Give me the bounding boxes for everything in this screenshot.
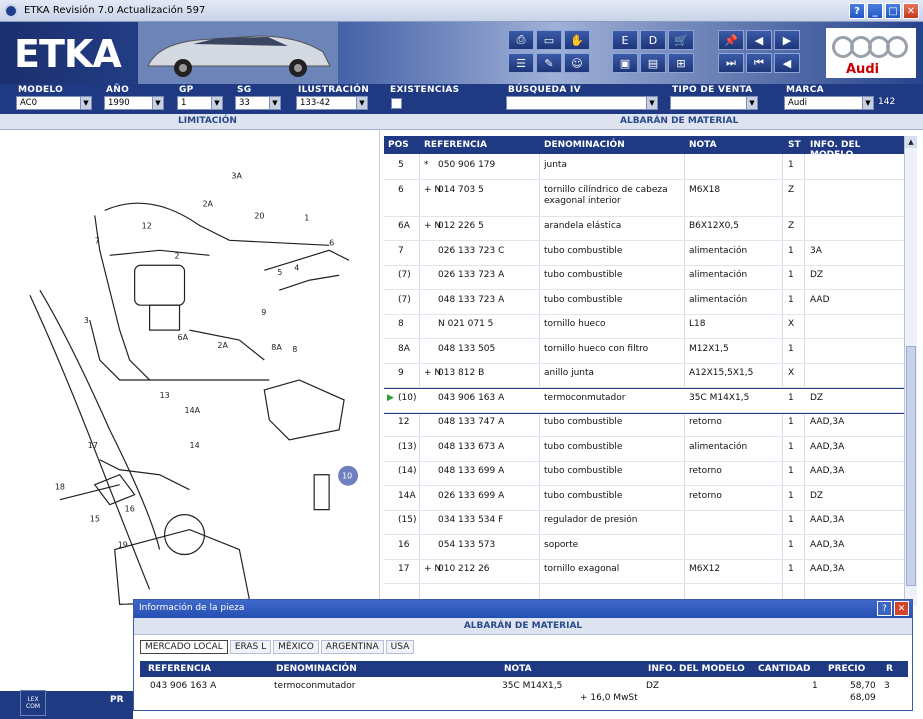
table-row[interactable] (384, 487, 904, 511)
chevron-down-icon[interactable]: ▼ (152, 97, 163, 109)
tipo-venta-label: TIPO DE VENTA (672, 85, 753, 95)
marca-select[interactable]: Audi ▼ (784, 96, 874, 110)
busqueda-label: BÚSQUEDA IV (508, 85, 581, 95)
user-icon[interactable]: ☺ (564, 53, 590, 73)
row-mark: * (424, 160, 429, 170)
row-pos: (7) (398, 270, 411, 280)
pcol-precio: PRECIO (828, 664, 866, 674)
row-info: AAD,3A (810, 441, 845, 452)
toolbar-elsa-group (612, 30, 704, 74)
lexcom-icon[interactable]: LEX COM (20, 690, 46, 716)
row-mark: + N (424, 564, 442, 574)
svg-text:5: 5 (277, 268, 283, 278)
table-row[interactable] (384, 536, 904, 560)
audi-brand-text: Audi (846, 62, 880, 77)
parts-diagram[interactable] (0, 130, 380, 610)
row-st: 1 (788, 392, 794, 403)
row-den: tornillo hueco con filtro (544, 343, 649, 354)
table-row[interactable] (384, 413, 904, 437)
row-ref: 026 133 699 A (438, 490, 505, 501)
ano-select[interactable]: 1990 ▼ (104, 96, 164, 110)
row-st: 1 (788, 564, 794, 574)
table-row[interactable] (384, 266, 904, 290)
albaran-heading: ALBARÁN DE MATERIAL (620, 116, 739, 126)
p-tax: + 16,0 MwSt (580, 693, 638, 703)
dialog-table-header (140, 661, 908, 677)
audi-ring-icon (886, 36, 908, 58)
chevron-down-icon[interactable]: ▼ (269, 97, 280, 109)
row-st: 1 (788, 160, 794, 170)
row-pos: (10) (398, 392, 417, 403)
row-ref: 013 812 B (438, 368, 485, 378)
etka-app-icon (4, 4, 18, 18)
p-nota: 35C M14X1,5 (502, 681, 563, 691)
part-info-dialog (133, 599, 913, 711)
svg-text:3: 3 (83, 316, 89, 326)
chevron-down-icon[interactable]: ▼ (646, 97, 657, 109)
sg-select[interactable]: 33 ▼ (235, 96, 281, 110)
modelo-label: MODELO (18, 85, 64, 95)
row-st: 1 (788, 294, 794, 305)
row-nota: retorno (689, 417, 722, 427)
table-row[interactable] (384, 511, 904, 535)
p-precio: 58,70 (850, 681, 876, 691)
busqueda-input[interactable] (506, 96, 658, 110)
row-den: tubo combustible (544, 245, 623, 256)
pcol-r: R (886, 664, 893, 674)
p-total: 68,09 (850, 693, 876, 703)
row-st: 1 (788, 441, 794, 452)
cart-list-icon[interactable]: ⊞ (668, 53, 694, 73)
handshake-icon[interactable]: ✋ (564, 30, 590, 50)
row-pos: 12 (398, 417, 410, 427)
row-ref: 054 133 573 (438, 539, 496, 550)
table-row[interactable] (384, 315, 904, 339)
row-nota: retorno (689, 466, 722, 476)
maximize-button[interactable]: □ (885, 3, 901, 19)
svg-text:14A: 14A (184, 405, 201, 415)
audi-logo (826, 28, 916, 78)
col-referencia[interactable]: REFERENCIA (424, 140, 487, 150)
svg-text:2: 2 (174, 251, 180, 261)
row-mark: + N (424, 184, 442, 195)
p-r: 3 (884, 681, 890, 691)
gp-label: GP (179, 85, 194, 95)
svg-text:8A: 8A (271, 343, 282, 353)
window-icon[interactable]: ▭ (536, 30, 562, 50)
row-ref: 010 212 26 (438, 564, 490, 574)
close-button[interactable]: ✕ (903, 3, 919, 19)
chevron-down-icon[interactable]: ▼ (746, 97, 757, 109)
row-pos: 8 (398, 319, 404, 329)
svg-text:2A: 2A (202, 199, 213, 209)
row-ref: 048 133 723 A (438, 294, 505, 305)
modelo-select[interactable]: AC0 ▼ (16, 96, 92, 110)
row-st: 1 (788, 539, 794, 550)
row-info: AAD,3A (810, 466, 845, 476)
row-den: soporte (544, 539, 579, 550)
row-st: 1 (788, 245, 794, 256)
row-den: tornillo exagonal (544, 564, 620, 574)
row-st: Z (788, 184, 795, 195)
row-st: Z (788, 221, 795, 231)
svg-text:10: 10 (342, 471, 353, 481)
row-den: termoconmutador (544, 392, 626, 403)
row-info: DZ (810, 490, 824, 501)
existencias-label: EXISTENCIAS (390, 85, 460, 95)
row-den: tubo combustible (544, 441, 623, 452)
svg-text:4: 4 (294, 263, 300, 273)
row-pos: (14) (398, 466, 417, 476)
row-ref: 050 906 179 (438, 160, 496, 170)
row-pos: (15) (398, 515, 417, 525)
table-row[interactable] (384, 291, 904, 315)
window-titlebar (0, 0, 923, 22)
pcol-cantidad: CANTIDAD (758, 664, 811, 674)
p-den: termoconmutador (274, 681, 356, 691)
svg-text:6A: 6A (177, 333, 189, 343)
first-icon[interactable]: ⏮ (746, 53, 772, 73)
table-row[interactable] (384, 156, 904, 180)
scroll-thumb[interactable] (906, 346, 916, 586)
row-pos: 8A (398, 343, 410, 354)
marca-label: MARCA (786, 85, 824, 95)
tab-mercado-local[interactable]: MERCADO LOCAL (140, 640, 228, 654)
dsp-icon[interactable]: D (640, 30, 666, 50)
row-ref: 034 133 534 F (438, 515, 504, 525)
table-scrollbar[interactable] (904, 136, 917, 606)
p-info: DZ (646, 681, 660, 691)
minimize-button[interactable]: _ (867, 3, 883, 19)
row-pos: (13) (398, 441, 417, 452)
row-pos: 5 (398, 160, 404, 170)
selector-bar (0, 84, 923, 114)
row-pos: 6 (398, 184, 404, 195)
existencias-checkbox[interactable] (391, 98, 402, 109)
svg-text:16: 16 (124, 504, 135, 514)
app-header (0, 22, 923, 84)
cart-icon[interactable]: 🛒 (668, 30, 694, 50)
row-info: AAD,3A (810, 539, 845, 550)
row-ref: 048 133 747 A (438, 417, 505, 427)
tipo-venta-select[interactable] (670, 96, 758, 110)
row-nota: alimentación (689, 245, 748, 256)
row-den: tubo combustible (544, 490, 623, 501)
list-icon[interactable]: ☰ (508, 53, 534, 73)
tab-argentina[interactable]: ARGENTINA (321, 640, 384, 654)
table-row[interactable] (384, 217, 904, 241)
marca-count: 142 (878, 97, 896, 107)
tab-mexico[interactable]: MÉXICO (273, 640, 319, 654)
dialog-subtitle: ALBARÁN DE MATERIAL (134, 618, 912, 635)
svg-text:15: 15 (89, 514, 100, 524)
row-st: X (788, 368, 795, 378)
limitacion-heading: LIMITACIÓN (178, 116, 237, 126)
svg-text:6: 6 (329, 238, 335, 248)
svg-text:17: 17 (87, 440, 98, 450)
row-info: AAD (810, 294, 830, 305)
pcol-nota: NOTA (504, 664, 532, 674)
svg-text:9: 9 (261, 308, 267, 318)
section-subbar (0, 114, 923, 130)
row-info: 3A (810, 245, 822, 256)
prev-page-icon[interactable]: ◀ (746, 30, 772, 50)
row-st: 1 (788, 270, 794, 280)
col-st[interactable]: ST (788, 140, 801, 150)
row-st: 1 (788, 466, 794, 476)
row-nota: alimentación (689, 441, 748, 452)
dialog-help-button[interactable]: ? (877, 601, 892, 616)
svg-text:1: 1 (304, 213, 310, 223)
table-row[interactable] (384, 340, 904, 364)
row-info: AAD,3A (810, 417, 845, 427)
row-pos: 14A (398, 490, 416, 501)
row-nota: alimentación (689, 294, 748, 305)
svg-text:19: 19 (117, 540, 128, 550)
row-info: DZ (810, 392, 824, 403)
row-nota: L18 (689, 319, 706, 329)
ilustracion-select[interactable]: 133-42 ▼ (296, 96, 368, 110)
svg-text:20: 20 (254, 211, 265, 221)
row-pos: 17 (398, 564, 410, 574)
row-nota: retorno (689, 490, 722, 501)
row-ref: 014 703 5 (438, 184, 484, 195)
row-mark: + N (424, 368, 442, 378)
row-st: 1 (788, 343, 794, 354)
row-pos: 6A (398, 221, 410, 231)
chevron-down-icon[interactable]: ▼ (80, 97, 91, 109)
svg-text:3A: 3A (231, 171, 242, 181)
table-row[interactable] (384, 438, 904, 462)
row-ref: 048 133 505 (438, 343, 496, 354)
sg-label: SG (237, 85, 252, 95)
dialog-titlebar (134, 600, 912, 618)
edit-icon[interactable]: ✎ (536, 53, 562, 73)
last-icon[interactable]: ⏭ (718, 53, 744, 73)
row-st: 1 (788, 490, 794, 501)
row-den: regulador de presión (544, 515, 638, 525)
p-cantidad: 1 (812, 681, 818, 691)
scroll-up-icon[interactable]: ▲ (905, 136, 917, 148)
toolbar-print-group (508, 30, 598, 74)
row-pos: 16 (398, 539, 410, 550)
row-ref: 048 133 699 A (438, 466, 505, 476)
row-nota: B6X12X0,5 (689, 221, 739, 231)
chevron-down-icon[interactable]: ▼ (862, 97, 873, 109)
etka-logo: ETKA (14, 32, 121, 76)
help-button[interactable]: ? (849, 3, 865, 19)
row-ref: 043 906 163 A (438, 392, 505, 403)
row-nota: alimentación (689, 270, 748, 280)
p-ref: 043 906 163 A (150, 681, 217, 691)
row-den: tornillo cilíndrico de cabeza exagonal interior (544, 184, 668, 206)
pin-icon[interactable]: 📌 (718, 30, 744, 50)
col-nota[interactable]: NOTA (689, 140, 717, 150)
row-nota: M6X12 (689, 564, 721, 574)
ano-label: AÑO (106, 85, 130, 95)
svg-text:13: 13 (159, 390, 170, 400)
window-title: ETKA Revisión 7.0 Actualización 597 (24, 5, 206, 16)
gp-select[interactable]: 1 ▼ (177, 96, 223, 110)
svg-text:7: 7 (94, 236, 100, 246)
row-pos: (7) (398, 294, 411, 305)
row-den: tubo combustible (544, 270, 623, 280)
row-st: X (788, 319, 795, 329)
row-ref: 026 133 723 C (438, 245, 505, 256)
row-nota: A12X15,5X1,5 (689, 368, 754, 378)
print-icon[interactable]: ⎙ (508, 30, 534, 50)
docs-icon[interactable]: ▤ (640, 53, 666, 73)
row-nota: M12X1,5 (689, 343, 729, 354)
elsa-icon[interactable]: E (612, 30, 638, 50)
tab-usa[interactable]: USA (386, 640, 415, 654)
parts-table (384, 136, 904, 606)
table-row[interactable] (384, 389, 904, 413)
svg-text:2A: 2A (217, 341, 228, 351)
tab-eras-l[interactable]: ERAS L (230, 640, 271, 654)
row-den: junta (544, 160, 567, 170)
row-den: arandela elástica (544, 221, 622, 231)
col-pos[interactable]: POS (388, 140, 409, 150)
row-pos: 7 (398, 245, 404, 256)
back-icon[interactable]: ◀ (774, 53, 800, 73)
parts-table-header (384, 136, 904, 160)
row-den: tornillo hueco (544, 319, 606, 329)
row-den: tubo combustible (544, 294, 623, 305)
dialog-title: Información de la pieza (139, 603, 245, 613)
row-st: 1 (788, 515, 794, 525)
row-nota: 35C M14X1,5 (689, 392, 750, 403)
row-mark: + N (424, 221, 442, 231)
toolbar-nav-group (718, 30, 812, 74)
row-nota: M6X18 (689, 184, 721, 195)
car-image (138, 22, 338, 84)
selected-row-arrow-icon: ▶ (387, 392, 394, 403)
col-info-modelo[interactable]: INFO. DEL MODELO (810, 140, 861, 160)
row-st: 1 (788, 417, 794, 427)
next-page-icon[interactable]: ▶ (774, 30, 800, 50)
table-row[interactable] (384, 462, 904, 486)
computer-icon[interactable]: ▣ (612, 53, 638, 73)
chevron-down-icon[interactable]: ▼ (211, 97, 222, 109)
row-den: anillo junta (544, 368, 595, 378)
row-pos: 9 (398, 368, 404, 378)
pcol-denominacion: DENOMINACIÓN (276, 664, 357, 674)
row-info: DZ (810, 270, 824, 280)
row-den: tubo combustible (544, 417, 623, 427)
pcol-referencia: REFERENCIA (148, 664, 211, 674)
row-info: AAD,3A (810, 515, 845, 525)
svg-text:18: 18 (54, 482, 65, 492)
col-denominacion[interactable]: DENOMINACIÓN (544, 140, 625, 150)
table-row[interactable] (384, 560, 904, 584)
table-row[interactable] (384, 242, 904, 266)
market-tabs (140, 640, 414, 654)
pcol-info-modelo: INFO. DEL MODELO (648, 664, 745, 674)
row-ref: N 021 071 5 (438, 319, 494, 329)
table-row[interactable] (384, 364, 904, 388)
row-ref: 026 133 723 A (438, 270, 505, 280)
svg-text:14: 14 (189, 440, 200, 450)
table-row[interactable] (384, 181, 904, 217)
row-den: tubo combustible (544, 466, 623, 476)
dialog-close-button[interactable]: ✕ (894, 601, 909, 616)
row-ref: 048 133 673 A (438, 441, 505, 452)
svg-text:8: 8 (292, 345, 298, 355)
row-ref: 012 226 5 (438, 221, 484, 231)
ilustracion-label: ILUSTRACIÓN (298, 85, 370, 95)
chevron-down-icon[interactable]: ▼ (356, 97, 367, 109)
row-info: AAD,3A (810, 564, 845, 574)
svg-text:12: 12 (141, 221, 152, 231)
footer-label: PR (110, 695, 124, 705)
